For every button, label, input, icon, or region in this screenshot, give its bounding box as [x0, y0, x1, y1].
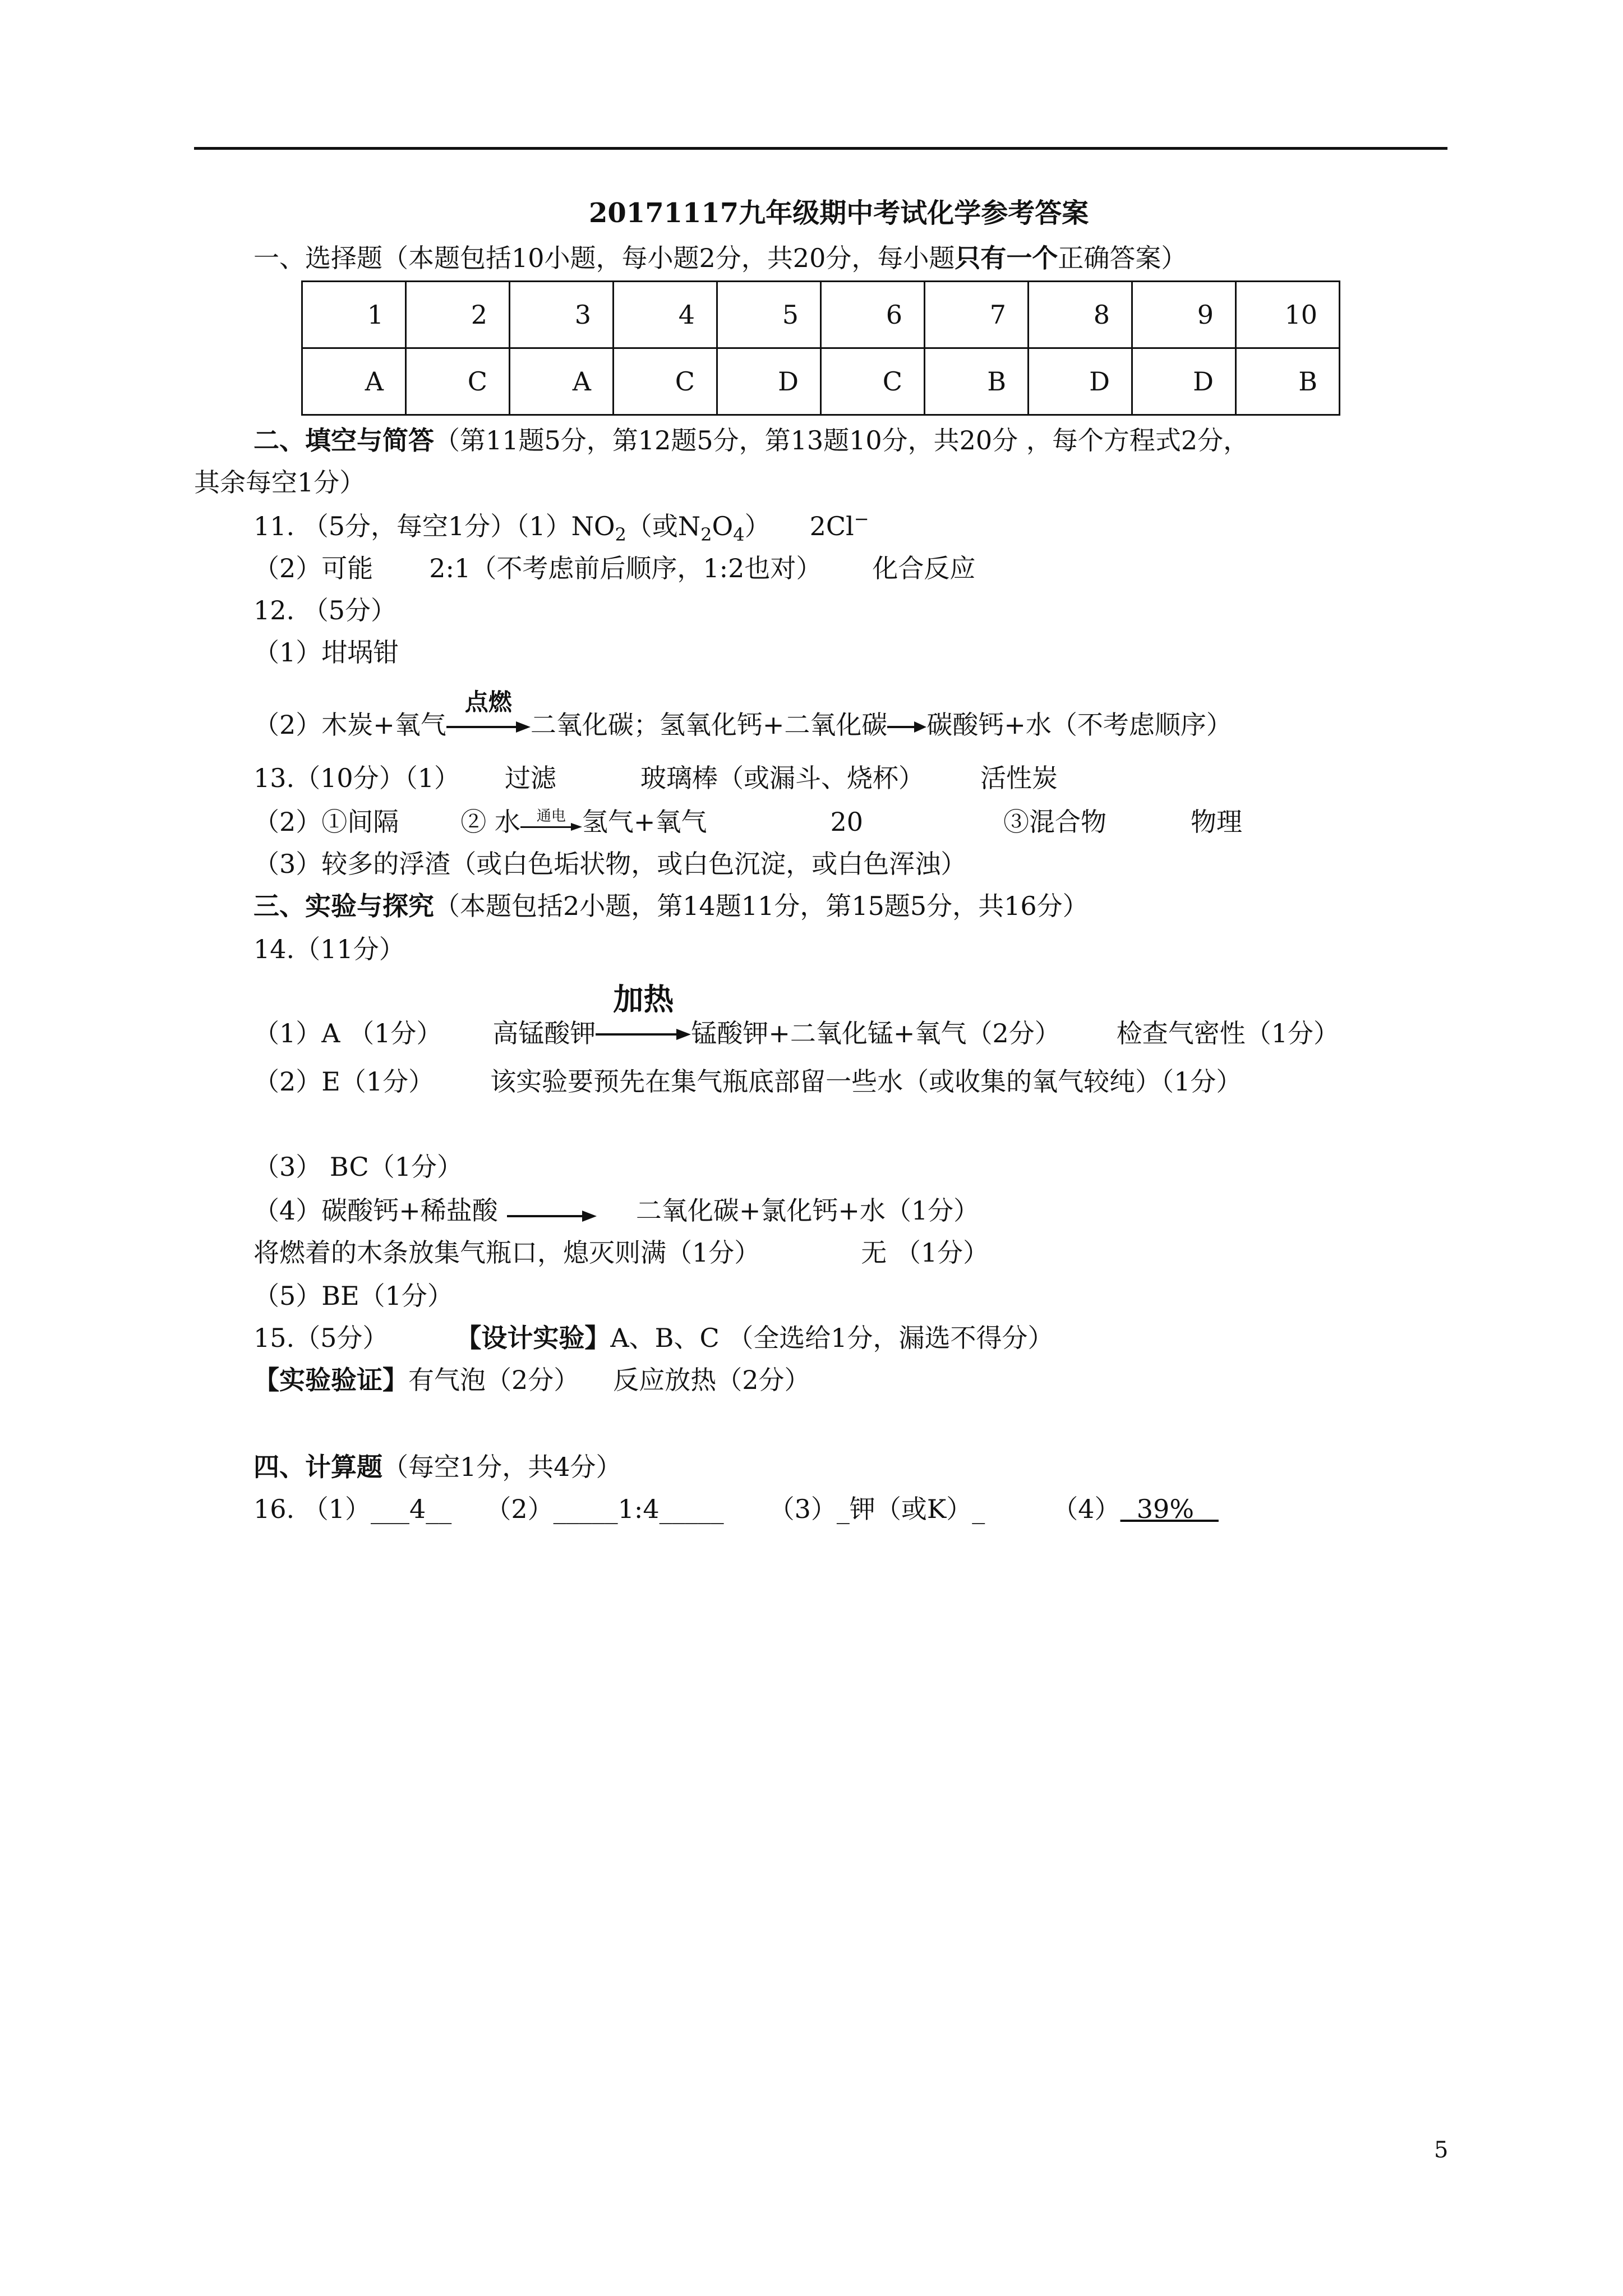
table-cell: 3	[510, 282, 614, 348]
table-cell: 6	[821, 282, 925, 348]
page-title: 20171117九年级期中考试化学参考答案	[589, 197, 1089, 229]
table-cell: A	[302, 348, 406, 415]
q13-line2: （2）①间隔 ② 水 通电 氢气+氧气 20 ③混合物 物理	[253, 805, 1242, 841]
sec1-heading: 一、选择题（本题包括10小题，每小题2分，共20分，每小题只有一个正确答案）	[253, 243, 1187, 273]
sec2-heading-cont: 其余每空1分）	[194, 467, 366, 498]
q14-line3: （3） BC（1分）	[253, 1152, 463, 1182]
table-cell: 10	[1236, 282, 1340, 348]
table-cell: C	[821, 348, 925, 415]
table-cell: C	[614, 348, 717, 415]
table-cell: A	[510, 348, 614, 415]
table-cell: 1	[302, 282, 406, 348]
reaction-arrow	[446, 688, 531, 744]
table-cell: 5	[717, 282, 821, 348]
reaction-arrow	[507, 1196, 597, 1230]
table-cell: D	[1029, 348, 1132, 415]
reaction-condition: 通电	[536, 808, 566, 825]
q12-line2: （2）木炭+氧气 点燃 二氧化碳；氢氧化钙+二氧化碳 碳酸钙+水（不考虑顺序）	[253, 708, 1232, 744]
q14-line2: （2）E（1分） 该实验要预先在集气瓶底部留一些水（或收集的氧气较纯）（1分）	[253, 1066, 1242, 1097]
q14-line4: （4）碳酸钙+稀盐酸 二氧化碳+氯化钙+水（1分）	[253, 1194, 979, 1230]
q12-heading: 12. （5分）	[253, 595, 397, 625]
reaction-arrow	[887, 710, 926, 744]
q14-heading: 14.（11分）	[253, 934, 405, 964]
q13-line1: 13.（10分）（1） 过滤 玻璃棒（或漏斗、烧杯） 活性炭	[253, 763, 1058, 793]
table-cell: D	[717, 348, 821, 415]
table-cell: 4	[614, 282, 717, 348]
reaction-arrow	[520, 807, 582, 841]
q11-line1: 11. （5分，每空1分）$(1)NO_2$（或$N_2O_4$） 2Cl−	[253, 508, 869, 545]
table-cell: B	[925, 348, 1029, 415]
sec3-heading: 三、实验与探究（本题包括2小题，第14题11分，第15题5分，共16分）	[253, 891, 1089, 921]
page-number: 5	[1434, 2137, 1449, 2163]
sec2-heading: 二、填空与简答（第11题5分，第12题5分，第13题10分，共20分 ，每个方程式2分，	[253, 425, 1249, 455]
reaction-condition: 加热	[613, 982, 674, 1017]
table-cell: 7	[925, 282, 1029, 348]
table-cell: D	[1132, 348, 1236, 415]
q14-line1: （1）A （1分） 高锰酸钾 加热 锰酸钾+二氧化锰+氧气（2分） 检查气密性（1分）	[253, 1016, 1339, 1052]
table-row-answers	[302, 348, 1340, 415]
reaction-condition: 点燃	[464, 688, 512, 716]
q16-line: 16. （1）___4__ （2）_____1:4_____ （3）_钾（或K）_ （4） 39%	[253, 1494, 1219, 1524]
sec1-heading-emphasis: 只有一个	[955, 243, 1058, 273]
table-row-numbers	[302, 282, 1340, 348]
q11-line2: （2）可能 2:1（不考虑前后顺序，1:2也对） 化合反应	[253, 553, 976, 583]
table-cell: B	[1236, 348, 1340, 415]
table-cell: C	[406, 348, 510, 415]
reaction-arrow	[596, 982, 691, 1052]
q15-line2: 【实验验证】有气泡（2分） 反应放热（2分）	[253, 1365, 810, 1395]
q14-line6: （5）BE（1分）	[253, 1281, 453, 1311]
q14-line5: 将燃着的木条放集气瓶口，熄灭则满（1分） 无 （1分）	[253, 1237, 989, 1268]
top-rule	[194, 147, 1447, 150]
sec4-heading: 四、计算题（每空1分，共4分）	[253, 1452, 622, 1482]
q15-line1: 15.（5分） 【设计实验】A、B、C （全选给1分，漏选不得分）	[253, 1323, 1054, 1353]
table-cell: 2	[406, 282, 510, 348]
answer-table	[301, 280, 1340, 416]
q13-line3: （3）较多的浮渣（或白色垢状物，或白色沉淀，或白色浑浊）	[253, 849, 967, 879]
q12-line1: （1）坩埚钳	[253, 637, 399, 668]
table-cell: 9	[1132, 282, 1236, 348]
table-cell: 8	[1029, 282, 1132, 348]
